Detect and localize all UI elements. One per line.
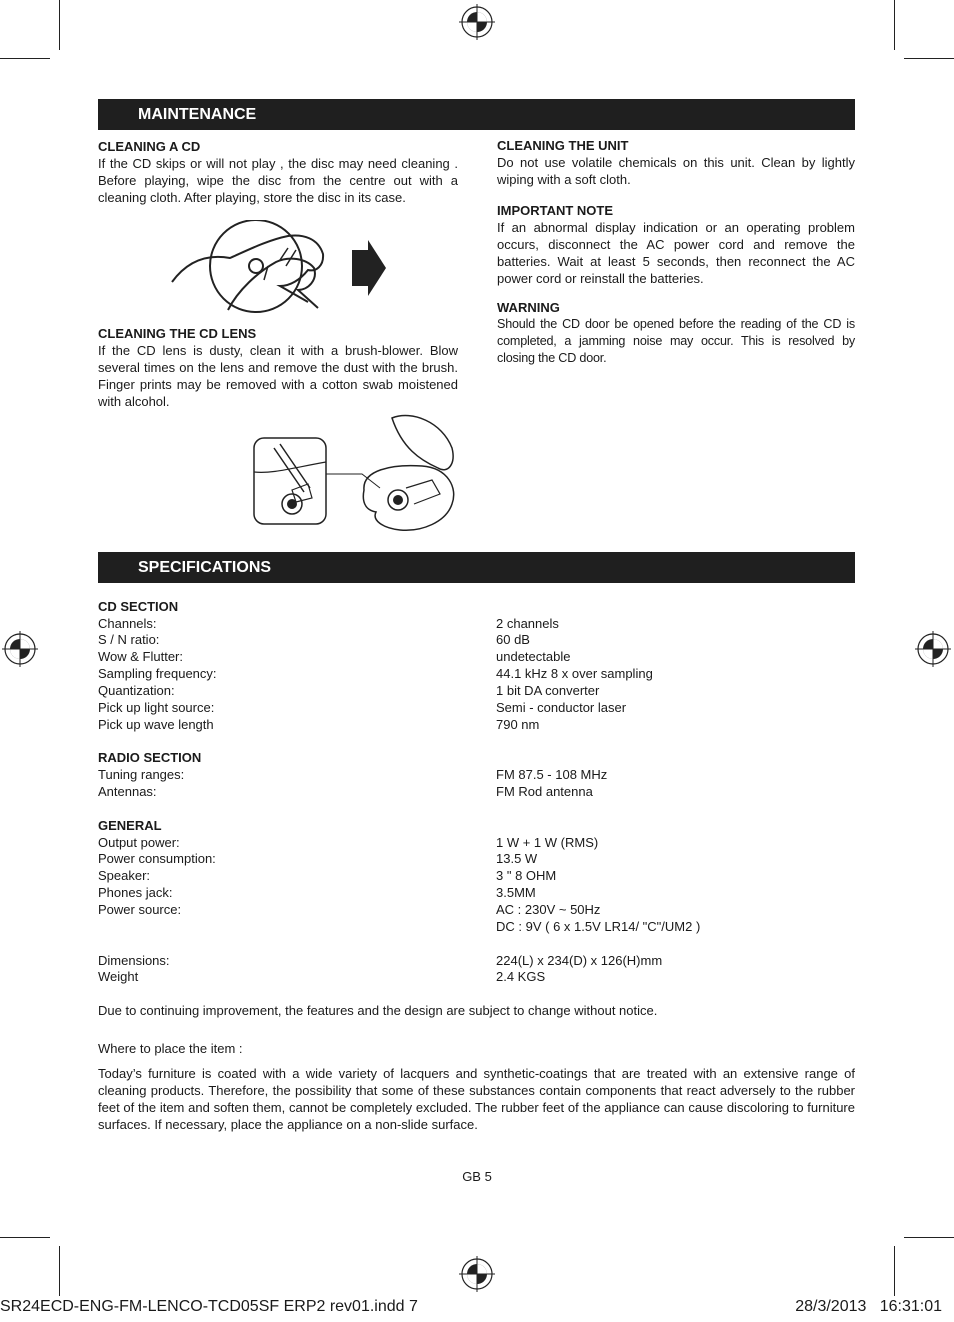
spec-value: 2 channels [496,616,559,631]
important-note-section [497,202,855,287]
spec-value: FM Rod antenna [496,784,593,799]
spec-label: Antennas: [98,784,157,799]
spec-value: AC : 230V ~ 50Hz [496,902,601,917]
cd-cleaning-illustration [168,220,390,320]
important-note-text: If an abnormal display indication or an operating problem occurs, disconnect the AC power cord and remove the batteries. Wait at least 5 seconds, then reconnect the AC power cord or reinstall the batteries. [497,220,855,286]
crop-mark [0,1237,50,1238]
crop-mark [894,1246,895,1296]
spec-label: Quantization: [98,683,175,698]
crop-mark [904,1237,954,1238]
spec-value: DC : 9V ( 6 x 1.5V LR14/ "C"/UM2 ) [496,919,701,934]
cleaning-lens-heading: CLEANING THE CD LENS [98,326,257,341]
change-notice: Due to continuing improvement, the features and the design are subject to change without notice. [98,1003,658,1018]
spec-value: 3 " 8 OHM [496,868,557,883]
cleaning-cd-text: If the CD skips or will not play , the disc may need cleaning . Before playing, wipe the disc from the centre out with a cleaning cloth. After playing, store the disc in its case. [98,156,458,205]
registration-mark-icon [915,631,951,667]
spec-label: Channels: [98,616,157,631]
footer-file: SR24ECD-ENG-FM-LENCO-TCD05SF ERP2 rev01.indd 7 [0,1298,418,1315]
registration-mark-icon [459,1256,495,1292]
crop-mark [0,58,50,59]
spec-value: 2.4 KGS [496,969,546,984]
page-number: GB 5 [462,1169,492,1184]
spec-label: Pick up light source: [98,700,215,715]
lens-cleaning-illustration [252,408,462,534]
registration-mark-icon [2,631,38,667]
warning-section [497,299,855,367]
crop-mark [894,0,895,50]
registration-mark-icon [459,4,495,40]
spec-label: Phones jack: [98,885,173,900]
specifications-title: SPECIFICATIONS [98,552,855,583]
cleaning-unit-section [497,137,855,188]
placement-text: Today’s furniture is coated with a wide variety of lacquers and synthetic-coatings that are treated with an extensive range of cleaning products. Therefore, the possibility that some of these substances contain components that react adversely to the rubber feet of the item and soften them, cannot be completely excluded. The rubber feet of the appliance can cause discoloring to furniture surfaces. If necessary, place the appliance on a non-slide surface. [98,1066,855,1132]
footer-date: 28/3/2013 16:31:01 [795,1298,942,1315]
cleaning-unit-heading: CLEANING THE UNIT [497,138,629,153]
spec-value: Semi - conductor laser [496,700,627,715]
cleaning-cd-heading: CLEANING A CD [98,139,201,154]
spec-value: 1 bit DA converter [496,683,600,698]
spec-label: Power consumption: [98,851,216,866]
placement-heading: Where to place the item : [98,1041,243,1056]
spec-value: 790 nm [496,717,540,732]
spec-label: S / N ratio: [98,632,160,647]
spec-value: 44.1 kHz 8 x over sampling [496,666,653,681]
spec-label: Weight [98,969,139,984]
general-heading: GENERAL [98,818,162,833]
spec-label: Output power: [98,835,180,850]
warning-heading: WARNING [497,300,560,315]
spec-label: Power source: [98,902,182,917]
spec-value: FM 87.5 - 108 MHz [496,767,608,782]
warning-text: Should the CD door be opened before the reading of the CD is completed, a jamming noise may occur. This is resolved by closing the CD door. [497,317,855,365]
cleaning-lens-section [98,325,458,410]
spec-label: Tuning ranges: [98,767,185,782]
radio-section-heading: RADIO SECTION [98,750,202,765]
spec-label: Dimensions: [98,953,170,968]
crop-mark [59,1246,60,1296]
important-note-heading: IMPORTANT NOTE [497,203,614,218]
spec-value: 13.5 W [496,851,538,866]
crop-mark [59,0,60,50]
spec-label: Speaker: [98,868,151,883]
maintenance-title: MAINTENANCE [98,99,855,130]
spec-value: 3.5MM [496,885,536,900]
spec-label: Wow & Flutter: [98,649,184,664]
crop-mark [904,58,954,59]
spec-value: 1 W + 1 W (RMS) [496,835,599,850]
spec-value: 60 dB [496,632,530,647]
spec-value: undetectable [496,649,571,664]
cleaning-unit-text: Do not use volatile chemicals on this unit. Clean by lightly wiping with a soft cloth. [497,155,855,187]
cleaning-cd-section [98,138,458,206]
spec-value: 224(L) x 234(D) x 126(H)mm [496,953,663,968]
cleaning-lens-text: If the CD lens is dusty, clean it with a brush-blower. Blow several times on the lens and remove the dust with the brush. Finger prints may be removed with a cotton swab moistened with alcohol. [98,343,458,409]
cd-section-heading: CD SECTION [98,599,179,614]
spec-label: Sampling frequency: [98,666,217,681]
spec-label: Pick up wave length [98,717,214,732]
